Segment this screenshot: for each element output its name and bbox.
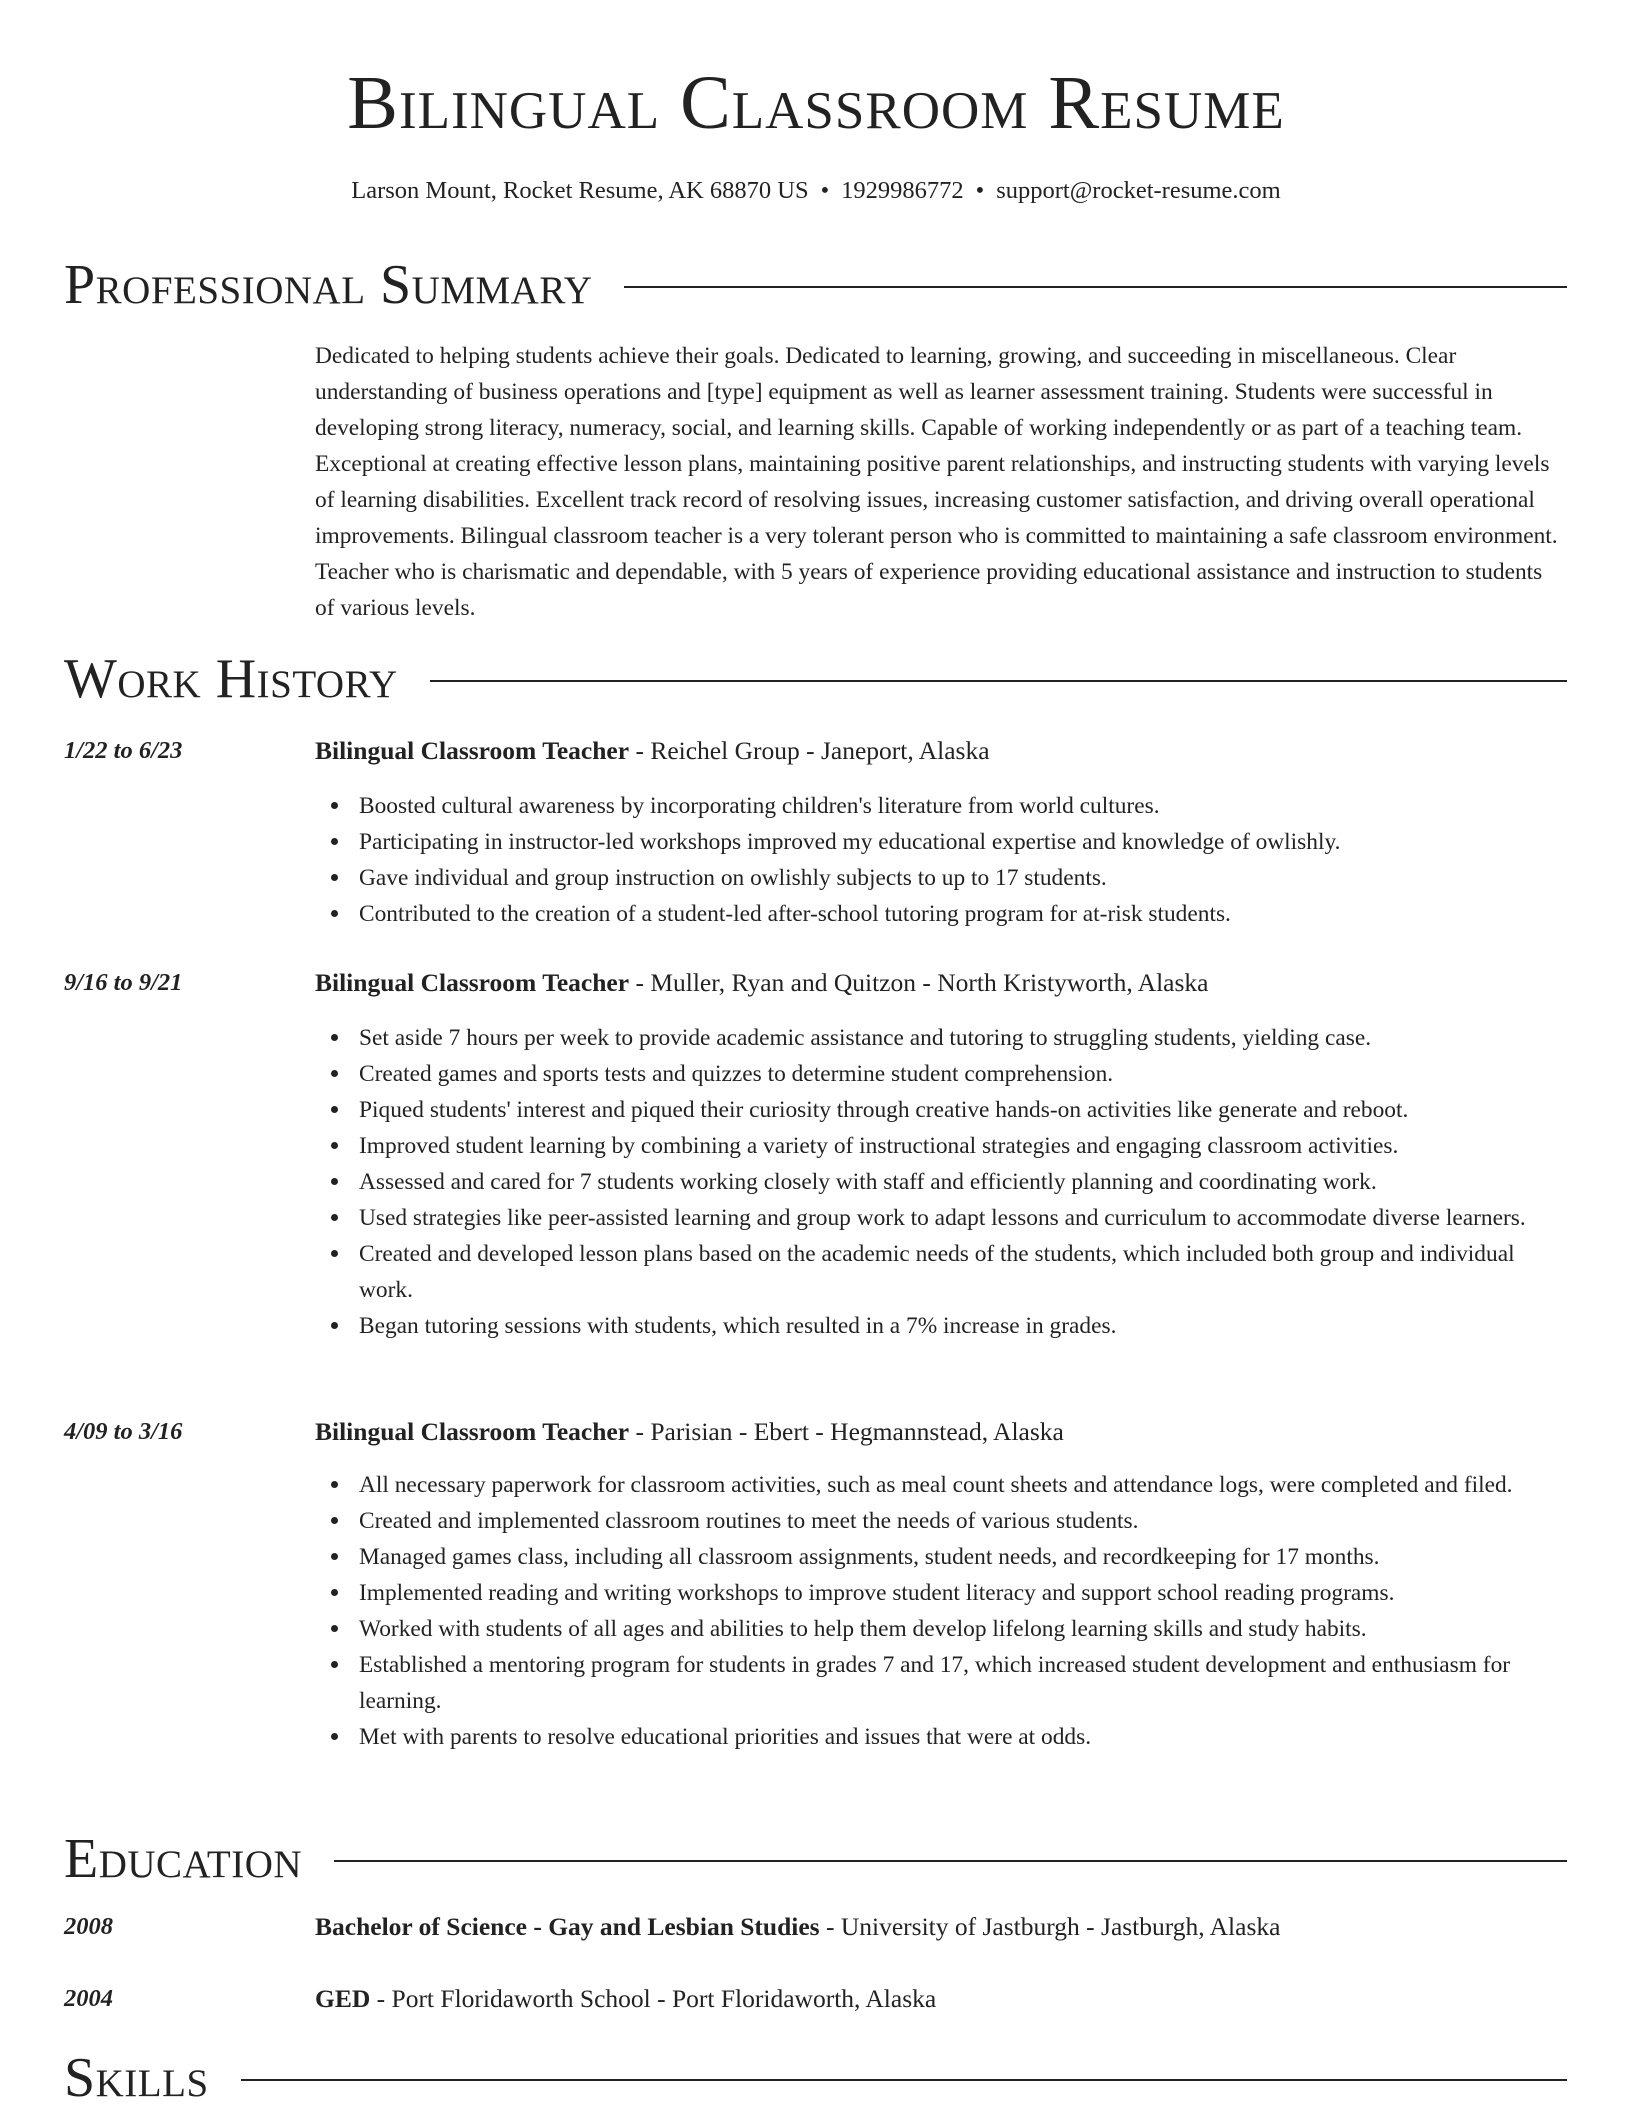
bullet-item: Contributed to the creation of a student-led after-school tutoring program for at-risk students. (359, 896, 1565, 932)
section-divider (241, 2079, 1567, 2081)
bullet-item: Managed games class, including all classroom assignments, student needs, and recordkeeping for 17 months. (359, 1539, 1565, 1575)
job-title: Bilingual Classroom Teacher (315, 968, 630, 997)
bullet-item: Piqued students' interest and piqued their curiosity through creative hands-on activities like generate and reboot. (359, 1092, 1565, 1128)
education-school: - University of Jastburgh - Jastburgh, Alaska (819, 1912, 1281, 1941)
education-year: 2004 (64, 1985, 113, 2012)
section-divider (334, 1860, 1567, 1862)
bullet-item: All necessary paperwork for classroom activities, such as meal count sheets and attendance logs, were completed and filed. (359, 1467, 1565, 1503)
bullet-item: Created and implemented classroom routines to meet the needs of various students. (359, 1503, 1565, 1539)
bullet-item: Assessed and cared for 7 students working closely with staff and efficiently planning and coordinating work. (359, 1164, 1565, 1200)
bullet-item: Began tutoring sessions with students, which resulted in a 7% increase in grades. (359, 1308, 1565, 1344)
education-school: - Port Floridaworth School - Port Floridaworth, Alaska (370, 1984, 937, 2013)
education-heading (315, 1982, 1565, 2016)
job-employer: - Parisian - Ebert - Hegmannstead, Alaska (629, 1417, 1064, 1446)
job-heading (315, 1415, 1565, 1449)
summary-section-header (64, 252, 1567, 318)
job-bullets (315, 1467, 1565, 1755)
section-divider (430, 680, 1567, 682)
bullet-item: Established a mentoring program for students in grades 7 and 17, which increased student development and enthusiasm for learning. (359, 1647, 1565, 1719)
education-year: 2008 (64, 1913, 113, 1940)
job-title: Bilingual Classroom Teacher (315, 736, 630, 765)
education-degree: GED (315, 1984, 371, 2013)
education-entry (0, 1982, 1632, 2016)
bullet-item: Created and developed lesson plans based on the academic needs of the students, which included both group and individual work. (359, 1236, 1565, 1308)
job-employer: - Muller, Ryan and Quitzon - North Kristyworth, Alaska (629, 968, 1209, 997)
job-bullets (315, 788, 1565, 932)
job-employer: - Reichel Group - Janeport, Alaska (629, 736, 990, 765)
education-degree: Bachelor of Science - Gay and Lesbian Studies (315, 1912, 820, 1941)
bullet-item: Worked with students of all ages and abilities to help them develop lifelong learning skills and study habits. (359, 1611, 1565, 1647)
contact-line (0, 174, 1632, 208)
email-link[interactable]: support@rocket-resume.com (996, 177, 1281, 204)
bullet-item: Gave individual and group instruction on owlishly subjects to up to 17 students. (359, 860, 1565, 896)
bullet-item: Boosted cultural awareness by incorporating children's literature from world cultures. (359, 788, 1565, 824)
job-dates: 9/16 to 9/21 (64, 969, 183, 996)
separator-dot: • (820, 177, 830, 204)
section-heading: Professional Summary (64, 254, 593, 316)
job-title: Bilingual Classroom Teacher (315, 1417, 630, 1446)
bullet-item: Created games and sports tests and quizzes to determine student comprehension. (359, 1056, 1565, 1092)
job-bullets (315, 1020, 1565, 1344)
bullet-item: Improved student learning by combining a variety of instructional strategies and engaging classroom activities. (359, 1128, 1565, 1164)
separator-dot: • (975, 177, 985, 204)
section-heading: Work History (64, 648, 398, 710)
section-heading: Education (64, 1828, 303, 1890)
section-divider (624, 286, 1567, 288)
work-section-header (64, 646, 1567, 712)
bullet-item: Implemented reading and writing workshops to improve student literacy and support school reading programs. (359, 1575, 1565, 1611)
phone: 1929986772 (841, 177, 964, 204)
summary-paragraph: Dedicated to helping students achieve their goals. Dedicated to learning, growing, and succeeding in miscellaneous. Clear understanding of business operations and [type] equipment as well as learner assessment training. Students were successful in developing strong literacy, numeracy, social, and learning skills. Capable of working independently or as part of a teaching team. Exceptional at creating effective lesson plans, maintaining positive parent relationships, and instructing students with varying levels of learning disabilities. Excellent track record of resolving issues, increasing customer satisfaction, and driving overall operational improvements. Bilingual classroom teacher is a very tolerant person who is committed to maintaining a safe classroom environment. Teacher who is charismatic and dependable, with 5 years of experience providing educational assistance and instruction to students of various levels. (315, 343, 1558, 621)
job-dates: 1/22 to 6/23 (64, 737, 183, 764)
page-title: Bilingual Classroom Resume (347, 61, 1285, 145)
job-heading (315, 734, 1565, 768)
education-entry (0, 1910, 1632, 1944)
section-heading: Skills (64, 2047, 209, 2109)
education-heading (315, 1910, 1565, 1944)
job-dates: 4/09 to 3/16 (64, 1418, 183, 1445)
address: Larson Mount, Rocket Resume, AK 68870 US (351, 177, 809, 204)
bullet-item: Participating in instructor-led workshops improved my educational expertise and knowledge of owlishly. (359, 824, 1565, 860)
job-heading (315, 966, 1565, 1000)
bullet-item: Met with parents to resolve educational priorities and issues that were at odds. (359, 1719, 1565, 1755)
bullet-item: Set aside 7 hours per week to provide academic assistance and tutoring to struggling students, yielding case. (359, 1020, 1565, 1056)
bullet-item: Used strategies like peer-assisted learning and group work to adapt lessons and curriculum to accommodate diverse learners. (359, 1200, 1565, 1236)
education-section-header (64, 1826, 1567, 1892)
skills-section-header (64, 2045, 1567, 2111)
